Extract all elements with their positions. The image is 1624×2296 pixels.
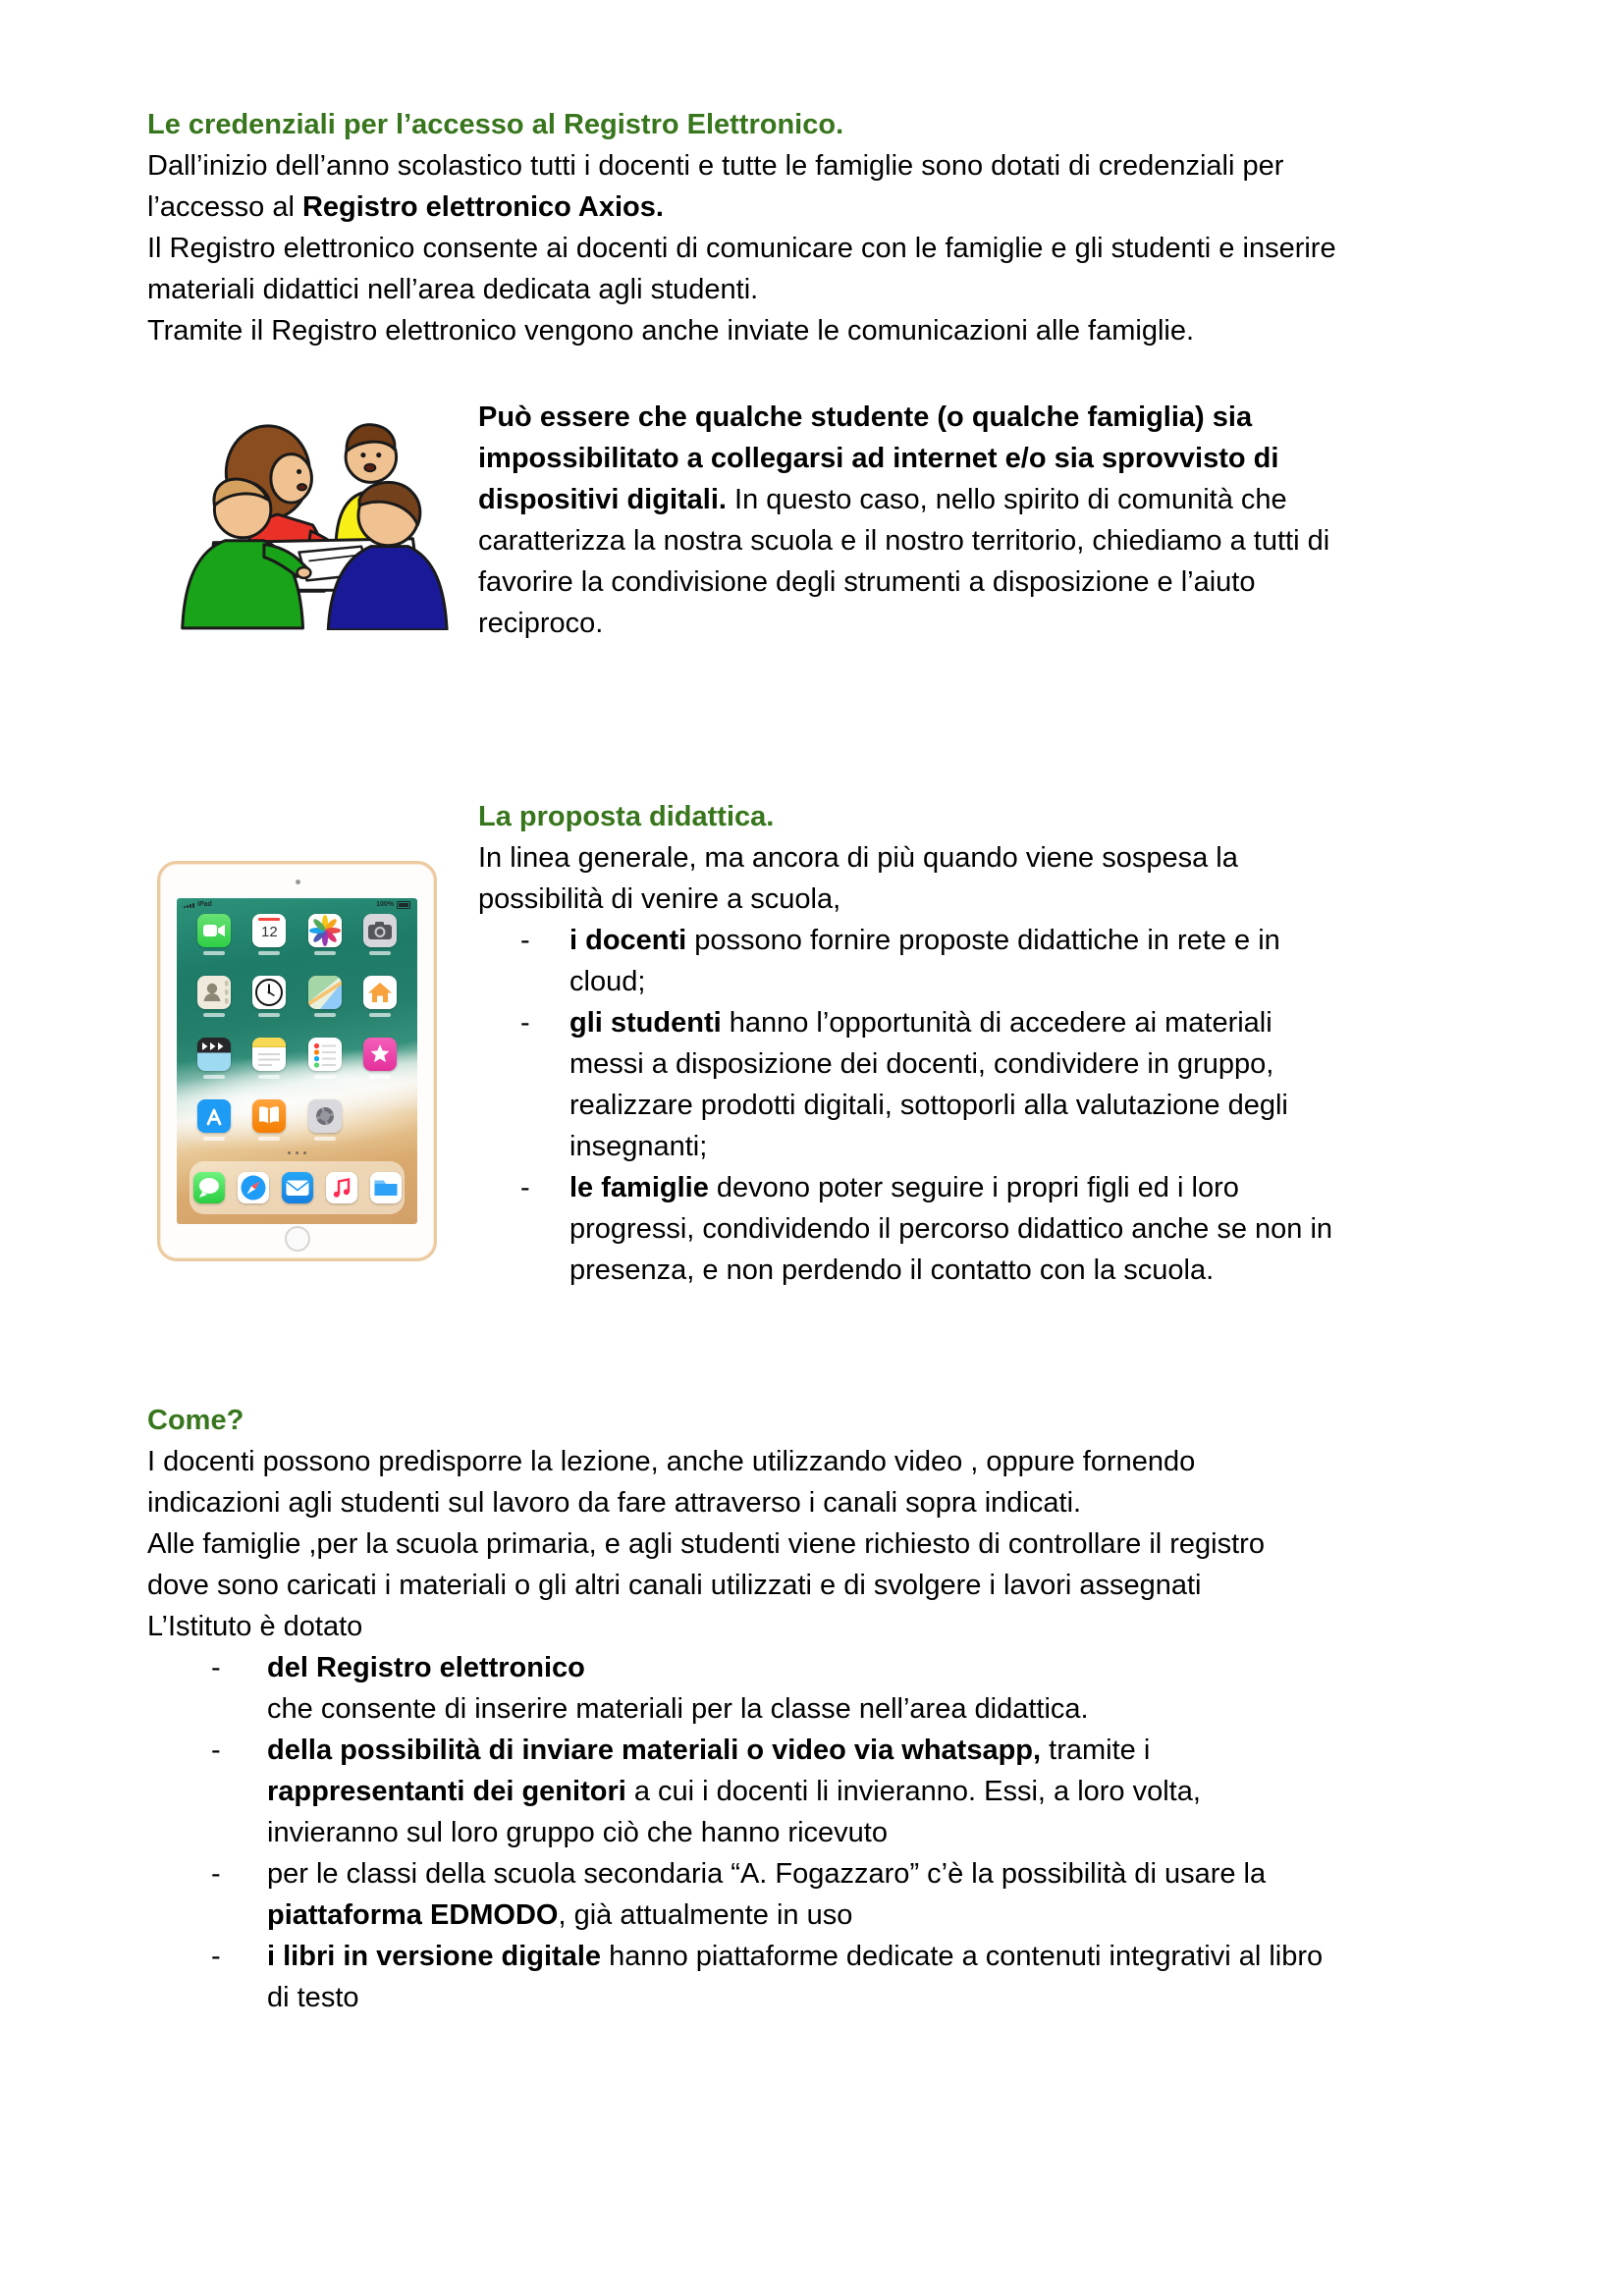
bullet-text-docenti: i docenti possono fornire proposte didattiche in rete e in cloud; (569, 925, 1280, 997)
contacts-icon (197, 976, 231, 1009)
app-label (203, 1075, 225, 1079)
status-left-label: iPad (197, 901, 212, 908)
intro-paragraph-1: Dall’inizio dell’anno scolastico tutti i docenti e tutte le famiglie sono dotati di credenziali per l’accesso al Registro elettronico Axios. (147, 150, 1284, 223)
dock (189, 1161, 405, 1214)
ipad-status-bar (184, 901, 410, 909)
list-item (478, 1002, 1502, 1167)
app-label (369, 1013, 391, 1017)
itunes-store-icon (363, 1038, 397, 1071)
bullet-text-famiglie: le famiglie devono poter seguire i propri figli ed i loro progressi, condividendo il percorso didattico anche se non in presenza, e non perdendo il contatto con la scuola. (569, 1172, 1333, 1286)
app-label (314, 1137, 336, 1141)
videos-icon (197, 1038, 231, 1071)
app-store-icon (197, 1099, 231, 1133)
community-section (147, 397, 1502, 644)
bullet-marker: - (211, 1941, 221, 1972)
settings-icon (308, 1099, 342, 1133)
maps-icon (308, 976, 342, 1009)
ipad-photo (157, 861, 437, 1261)
app-label (258, 951, 280, 955)
bullet-text-edmodo: per le classi della scuola secondaria “A. Fogazzaro” c’è la possibilità di usare la piattaforma EDMODO, già attualmente in uso (267, 1858, 1267, 1931)
bullet-marker: - (520, 1172, 530, 1203)
clock-icon (252, 976, 286, 1009)
bullet-text-registro: del Registro elettronico che consente di inserire materiali per la classe nell’area didattica. (267, 1652, 1089, 1725)
come-paragraph-2: Alle famiglie ,per la scuola primaria, e agli studenti viene richiesto di controllare il registro dove sono caricati i materiali o gli altri canali utilizzati e di svolgere i lavori assegnati (147, 1528, 1265, 1601)
safari-icon (238, 1172, 269, 1203)
app-label (369, 1075, 391, 1079)
gear-icon (316, 1107, 334, 1125)
app-label (258, 1137, 280, 1141)
music-icon (326, 1172, 357, 1203)
bullet-text-studenti: gli studenti hanno l’opportunità di accedere ai materiali messi a disposizione dei docenti, condividere in gruppo, realizzare prodotti digitali, sottoporli alla valutazione degli insegnanti; (569, 1007, 1288, 1162)
list-item (147, 1647, 1502, 1730)
photos-icon (308, 914, 342, 947)
heading-credenziali: Le credenziali per l’accesso al Registro Elettronico. (147, 109, 844, 140)
signal-icon (184, 903, 194, 908)
bullet-text-libri: i libri in versione digitale hanno piattaforme dedicate a contenuti integrativi al libro di testo (267, 1941, 1324, 2013)
app-label (203, 951, 225, 955)
reminders-icon (308, 1038, 342, 1071)
app-label (314, 951, 336, 955)
intro-paragraph-2: Il Registro elettronico consente ai docenti di comunicare con le famiglie e gli studenti e inserire materiali didattici nell’area dedicata agli studenti. (147, 233, 1336, 305)
app-grid (187, 914, 407, 1141)
list-item (147, 1853, 1502, 1936)
calendar-weekday-bar (258, 918, 280, 921)
proposta-intro: In linea generale, ma ancora di più quando viene sospesa la possibilità di venire a scuola, (478, 842, 1238, 915)
facetime-icon (197, 914, 231, 947)
proposta-section (147, 796, 1502, 1291)
bullet-text-whatsapp: della possibilità di inviare materiali o video via whatsapp, tramite i rappresentanti dei genitori a cui i docenti li invieranno. Essi, a loro volta, invieranno sul loro gruppo ciò che hanno ricevuto (267, 1735, 1201, 1848)
bullet-marker: - (520, 1007, 530, 1039)
list-item (147, 1730, 1502, 1853)
app-label (314, 1013, 336, 1017)
come-bullet-list (147, 1647, 1502, 2018)
app-label (314, 1075, 336, 1079)
messages-icon (193, 1172, 225, 1203)
camera-icon (363, 914, 397, 947)
come-paragraph-3: L’Istituto è dotato (147, 1611, 363, 1642)
notes-icon (252, 1038, 286, 1071)
home-button (285, 1226, 310, 1252)
mail-icon (282, 1172, 313, 1203)
group-discussion-clipart-svg (155, 397, 457, 630)
heading-proposta: La proposta didattica. (478, 801, 775, 832)
app-label (258, 1013, 280, 1017)
app-label (203, 1137, 225, 1141)
files-icon (370, 1172, 402, 1203)
bullet-marker: - (211, 1735, 221, 1766)
community-paragraph: Può essere che qualche studente (o qualche famiglia) sia impossibilitato a collegarsi ad internet e/o sia sprovvisto di dispositivi digitali. In questo caso, nello spirito di comunità che caratterizza la nostra scuola e il nostro territorio, chiediamo a tutti di favorire la condivisione degli strumenti a disposizione e l’aiuto reciproco. (478, 401, 1330, 639)
battery-percent-label: 100% (376, 901, 394, 908)
calendar-icon (252, 914, 286, 947)
bullet-marker: - (211, 1858, 221, 1890)
group-discussion-clipart (147, 397, 457, 642)
home-page-dots (177, 1151, 417, 1154)
document-page (147, 104, 1502, 2018)
books-icon (252, 1099, 286, 1133)
heading-come: Come? (147, 1405, 244, 1436)
app-label (258, 1075, 280, 1079)
proposta-bullet-list (478, 920, 1502, 1291)
app-label (369, 951, 391, 955)
bullet-marker: - (211, 1652, 221, 1683)
ipad-screen (177, 898, 417, 1224)
bullet-marker: - (520, 925, 530, 956)
front-camera-dot (296, 880, 300, 884)
list-item (478, 1167, 1502, 1291)
battery-icon (397, 901, 410, 909)
list-item (478, 920, 1502, 1002)
app-label (203, 1013, 225, 1017)
come-paragraph-1: I docenti possono predisporre la lezione, anche utilizzando video , oppure fornendo indicazioni agli studenti sul lavoro da fare attraverso i canali sopra indicati. (147, 1446, 1196, 1519)
home-app-icon (363, 976, 397, 1009)
notes-yellow-strip (252, 1038, 286, 1047)
calendar-day-number: 12 (261, 924, 278, 940)
intro-paragraph-3: Tramite il Registro elettronico vengono anche inviate le comunicazioni alle famiglie. (147, 315, 1195, 347)
list-item (147, 1936, 1502, 2018)
